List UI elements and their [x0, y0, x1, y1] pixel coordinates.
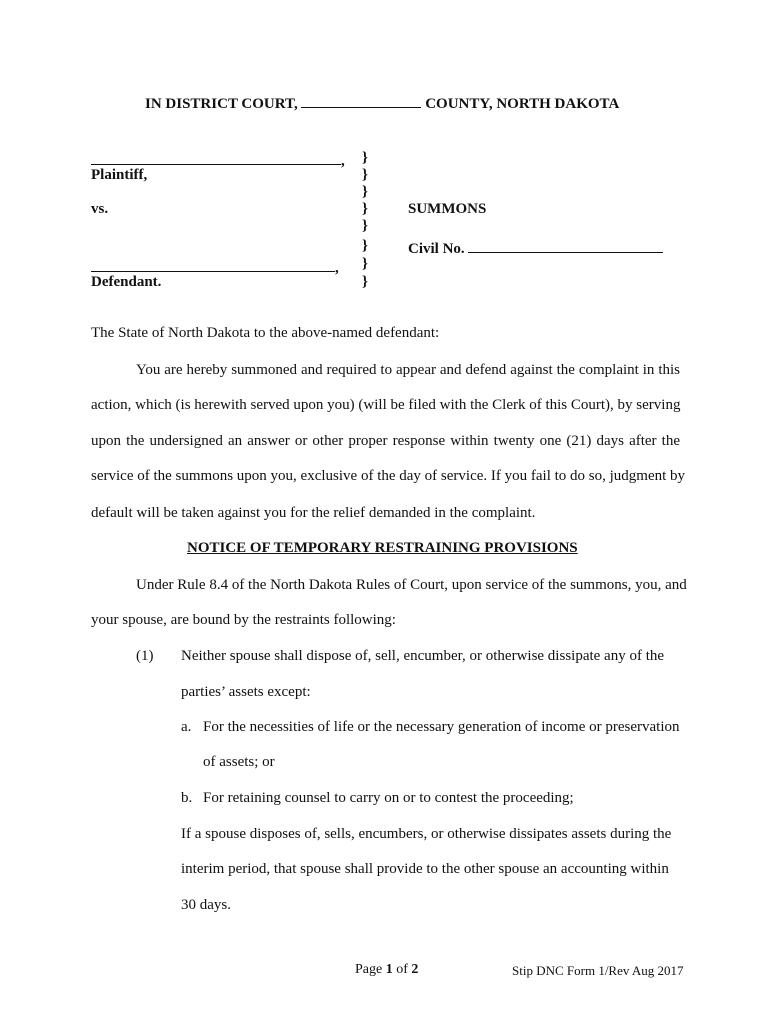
rule-line: your spouse, are bound by the restraints following: [91, 612, 396, 628]
caption-brace: } [362, 201, 368, 217]
civil-no-line [408, 238, 663, 258]
civil-no-label: Civil No. [408, 241, 465, 257]
summons-line: action, which (is herewith served upon you) (will be filed with the Clerk of this Court), by serving [91, 397, 681, 413]
civil-no-blank[interactable] [468, 238, 663, 253]
item1-number: (1) [136, 648, 154, 664]
caption-brace: } [362, 218, 368, 234]
caption-brace: } [362, 184, 368, 200]
notice-heading: NOTICE OF TEMPORARY RESTRAINING PROVISIONS [187, 540, 578, 556]
caption-brace: } [362, 274, 368, 290]
plaintiff-comma: , [341, 153, 345, 169]
caption-brace: } [362, 238, 368, 254]
page-of: of [396, 962, 408, 977]
court-prefix: IN DISTRICT COURT, [145, 96, 298, 112]
court-suffix: COUNTY, NORTH DAKOTA [425, 96, 620, 112]
caption-brace: } [362, 150, 368, 166]
vs-label: vs. [91, 201, 109, 217]
item1b-marker: b. [181, 790, 193, 806]
summons-line: default will be taken against you for the relief demanded in the complaint. [91, 505, 536, 521]
rule-line: Under Rule 8.4 of the North Dakota Rules of Court, upon service of the summons, you, and [136, 577, 687, 593]
caption-brace: } [362, 256, 368, 272]
defendant-comma: , [335, 260, 339, 276]
summons-line: You are hereby summoned and required to appear and defend against the complaint in this [136, 362, 680, 378]
defendant-label: Defendant. [91, 274, 162, 290]
page-prefix: Page [355, 962, 383, 977]
item1a-line: of assets; or [203, 754, 275, 770]
form-id: Stip DNC Form 1/Rev Aug 2017 [512, 963, 684, 978]
accounting-line: interim period, that spouse shall provide to the other spouse an accounting within [181, 861, 669, 877]
page-total: 2 [411, 962, 419, 977]
item1-line: parties’ assets except: [181, 684, 311, 700]
document-title: SUMMONS [408, 201, 487, 217]
plaintiff-label: Plaintiff, [91, 167, 148, 183]
item1-line: Neither spouse shall dispose of, sell, encumber, or otherwise dissipate any of the [181, 648, 665, 664]
plaintiff-name-blank[interactable] [91, 150, 341, 165]
county-blank[interactable] [301, 93, 421, 108]
defendant-name-blank[interactable] [91, 257, 335, 272]
item1a-line: For the necessities of life or the necessary generation of income or preservation [203, 719, 680, 735]
item1a-marker: a. [181, 719, 192, 735]
summons-line: service of the summons upon you, exclusive of the day of service. If you fail to do so, judgment by [91, 468, 686, 484]
accounting-line: If a spouse disposes of, sells, encumbers, or otherwise dissipates assets during the [181, 826, 672, 842]
addressee-line: The State of North Dakota to the above-named defendant: [91, 325, 440, 341]
summons-line: upon the undersigned an answer or other proper response within twenty one (21) days after the [91, 433, 680, 449]
page-current: 1 [385, 962, 393, 977]
caption-brace: } [362, 167, 368, 183]
page-number [355, 962, 418, 978]
court-header [145, 93, 619, 113]
item1b-line: For retaining counsel to carry on or to contest the proceeding; [203, 790, 574, 806]
accounting-line: 30 days. [181, 897, 231, 913]
